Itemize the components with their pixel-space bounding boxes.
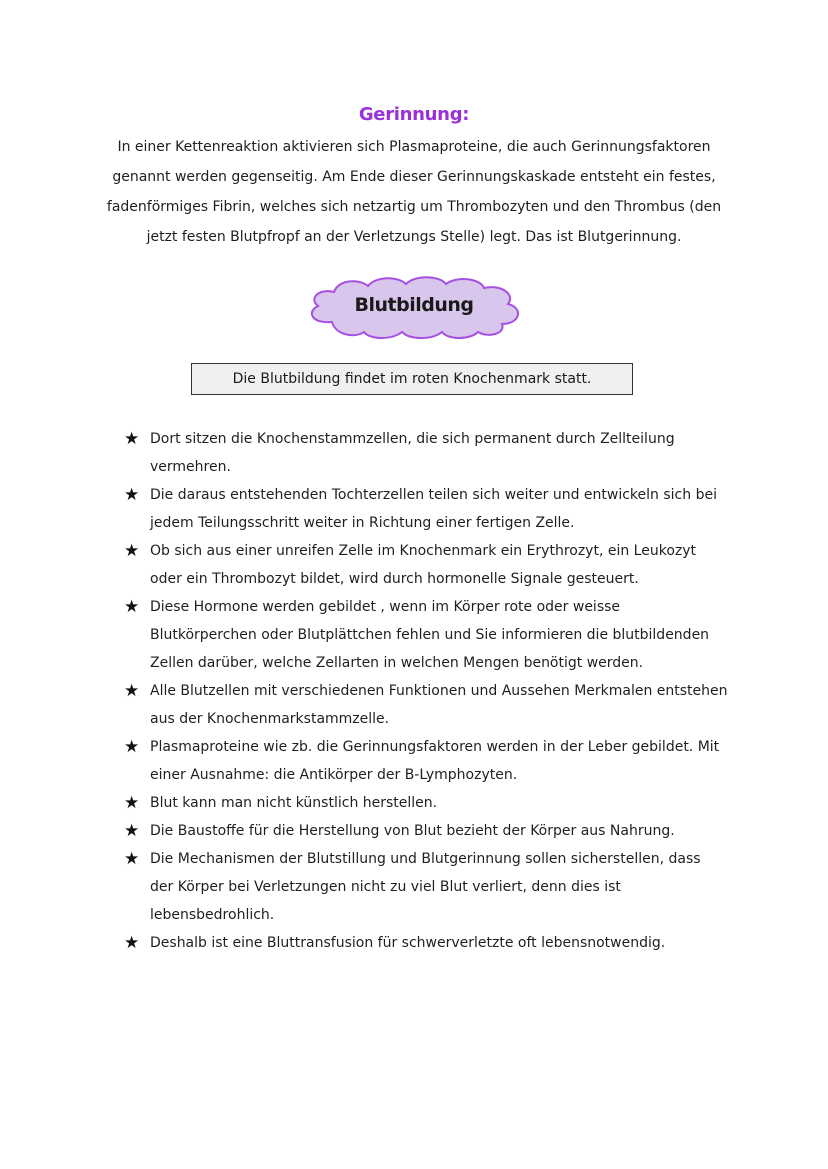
blutbildung-heading: Blutbildung [354, 294, 474, 316]
list-item [122, 677, 728, 733]
blutbildung-cloud-heading [302, 274, 526, 340]
info-box [191, 363, 633, 395]
bullet-list [122, 425, 728, 957]
list-item [122, 817, 728, 845]
list-item-text: Deshalb ist eine Bluttransfusion für schwerverletzte oft lebensnotwendig. [150, 935, 666, 951]
star-icon: ★ [124, 821, 140, 841]
star-icon: ★ [124, 597, 140, 617]
list-item [122, 481, 728, 537]
star-icon: ★ [124, 933, 140, 953]
list-item [122, 593, 728, 677]
list-item-text: Diese Hormone werden gebildet , wenn im Körper rote oder weisse Blutkörperchen oder Blutplättchen fehlen und Sie informieren die blutbildenden Zellen darüber, welche Zellarten in welchen Mengen benötigt werden. [150, 599, 710, 671]
star-icon: ★ [124, 849, 140, 869]
list-item-text: Alle Blutzellen mit verschiedenen Funktionen und Aussehen Merkmalen entstehen aus der Knochenmarkstammzelle. [150, 683, 728, 727]
star-icon: ★ [124, 541, 140, 561]
list-item-text: Ob sich aus einer unreifen Zelle im Knochenmark ein Erythrozyt, ein Leukozyt oder ein Thrombozyt bildet, wird durch hormonelle Signale gesteuert. [150, 543, 697, 587]
list-item-text: Die Baustoffe für die Herstellung von Blut bezieht der Körper aus Nahrung. [150, 823, 675, 839]
list-item [122, 733, 728, 789]
star-icon: ★ [124, 429, 140, 449]
star-icon: ★ [124, 485, 140, 505]
gerinnung-title: Gerinnung: [358, 104, 470, 125]
list-item [122, 537, 728, 593]
star-icon: ★ [124, 793, 140, 813]
list-item-text: Die Mechanismen der Blutstillung und Blutgerinnung sollen sicherstellen, dass der Körper bei Verletzungen nicht zu viel Blut verliert, denn dies ist lebensbedrohlich. [150, 851, 701, 923]
list-item [122, 845, 728, 929]
gerinnung-paragraph: In einer Kettenreaktion aktivieren sich Plasmaproteine, die auch Gerinnungsfaktoren genannt werden gegenseitig. Am Ende dieser Gerinnungskaskade entsteht ein festes, fadenförmiges Fibrin, welches sich netzartig um Thrombozyten und den Thrombus (den jetzt festen Blutpfropf an der Verletzungs Stelle) legt. Das ist Blutgerinnung. [106, 139, 722, 245]
info-box-text: Die Blutbildung findet im roten Knochenmark statt. [232, 371, 592, 387]
list-item [122, 789, 728, 817]
list-item [122, 929, 728, 957]
star-icon: ★ [124, 737, 140, 757]
list-item-text: Plasmaproteine wie zb. die Gerinnungsfaktoren werden in der Leber gebildet. Mit einer Ausnahme: die Antikörper der B-Lymphozyten. [150, 739, 720, 783]
list-item-text: Blut kann man nicht künstlich herstellen. [150, 795, 438, 811]
list-item-text: Dort sitzen die Knochenstammzellen, die sich permanent durch Zellteilung vermehren. [150, 431, 675, 475]
star-icon: ★ [124, 681, 140, 701]
list-item-text: Die daraus entstehenden Tochterzellen teilen sich weiter und entwickeln sich bei jedem Teilungsschritt weiter in Richtung einer fertigen Zelle. [150, 487, 717, 531]
list-item [122, 425, 728, 481]
